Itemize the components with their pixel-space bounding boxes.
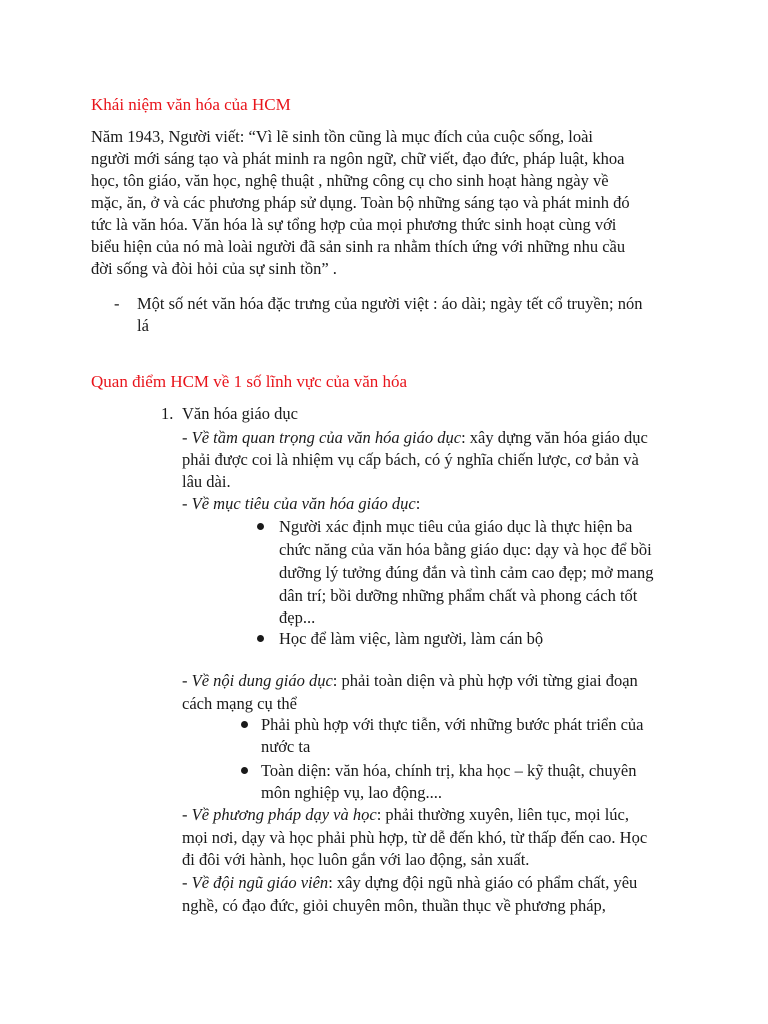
- bullet-dot: [241, 721, 248, 728]
- content-bullet-line: Phải phù hợp với thực tiễn, với những bước phát triển của: [261, 715, 644, 734]
- content-bullet-line: môn nghiệp vụ, lao động....: [261, 783, 443, 802]
- dash-marker: -: [114, 294, 120, 313]
- heading-quan-diem: Quan điểm HCM về 1 số lĩnh vực của văn hóa: [91, 372, 408, 391]
- method-rest: : phải thường xuyên, liên tục, mọi lúc,: [376, 805, 629, 824]
- content-label: Về nội dung giáo dục: [191, 671, 333, 690]
- goal-bullet-line: đẹp...: [279, 608, 316, 627]
- heading-khai-niem: Khái niệm văn hóa của HCM: [91, 95, 291, 114]
- content-line: [182, 670, 638, 692]
- goal-bullet-line: Người xác định mục tiêu của giáo dục là thực hiện ba: [279, 517, 633, 536]
- numbered-marker: 1.: [161, 404, 174, 423]
- goal-heading: [182, 493, 420, 515]
- goal-bullet-line: dân trí; bồi dưỡng những phẩm chất và phong cách tốt: [279, 586, 638, 605]
- content-bullet-line: Toàn diện: văn hóa, chính trị, kha học – kỹ thuật, chuyên: [261, 761, 637, 780]
- goal-label: Về mục tiêu của văn hóa giáo dục: [191, 494, 416, 513]
- goal-bullet-line: dưỡng lý tưởng đúng đắn và tình cảm cao đẹp; mở mang: [279, 563, 654, 582]
- intro-line: tức là văn hóa. Văn hóa là sự tổng hợp của mọi phương thức sinh hoạt cùng với: [91, 215, 617, 234]
- teachers-prefix: -: [182, 873, 192, 892]
- teachers-rest: : xây dựng đội ngũ nhà giáo có phẩm chất, yêu: [328, 873, 638, 892]
- importance-line: lâu dài.: [182, 472, 231, 491]
- goal-rest: :: [415, 494, 421, 513]
- intro-line: mặc, ăn, ở và các phương pháp sử dụng. Toàn bộ những sáng tạo và phát minh đó: [91, 193, 630, 212]
- teachers-line: nghề, có đạo đức, giỏi chuyên môn, thuần thục về phương pháp,: [182, 896, 606, 915]
- importance-prefix: -: [182, 428, 192, 447]
- content-prefix: -: [182, 671, 192, 690]
- bullet-dot: [257, 635, 264, 642]
- method-label: Về phương pháp dạy và học: [191, 805, 377, 824]
- intro-line: người mới sáng tạo và phát minh ra ngôn ngữ, chữ viết, đạo đức, pháp luật, khoa: [91, 149, 625, 168]
- teachers-label: Về đội ngũ giáo viên: [191, 873, 329, 892]
- importance-rest: : xây dựng văn hóa giáo dục: [461, 428, 648, 447]
- method-line: [182, 804, 629, 826]
- numbered-title: Văn hóa giáo dục: [182, 404, 298, 423]
- content-bullet-line: nước ta: [261, 737, 311, 756]
- content-line: cách mạng cụ thể: [182, 694, 297, 713]
- method-prefix: -: [182, 805, 192, 824]
- bullet-dot: [257, 523, 264, 530]
- intro-line: học, tôn giáo, văn học, nghệ thuật , những công cụ cho sinh hoạt hàng ngày về: [91, 171, 609, 190]
- goal-bullet-line: chức năng của văn hóa bằng giáo dục: dạy và học để bồi: [279, 540, 652, 559]
- intro-line: biểu hiện của nó mà loài người đã sản sinh ra nhằm thích ứng với những nhu cầu: [91, 237, 626, 256]
- importance-line: phải được coi là nhiệm vụ cấp bách, có ý nghĩa chiến lược, cơ bản và: [182, 450, 639, 469]
- goal-prefix: -: [182, 494, 192, 513]
- bullet-dot: [241, 767, 248, 774]
- method-line: mọi nơi, dạy và học phải phù hợp, từ dễ đến khó, từ thấp đến cao. Học: [182, 828, 648, 847]
- dash-item-line: lá: [137, 316, 149, 335]
- content-rest: : phải toàn diện và phù hợp với từng giai đoạn: [332, 671, 638, 690]
- goal-bullet-line: Học để làm việc, làm người, làm cán bộ: [279, 629, 544, 648]
- teachers-line: [182, 872, 637, 894]
- importance-label: Về tầm quan trọng của văn hóa giáo dục: [191, 428, 462, 447]
- dash-item-line: Một số nét văn hóa đặc trưng của người việt : áo dài; ngày tết cổ truyền; nón: [137, 294, 643, 313]
- importance-line: [182, 427, 648, 449]
- intro-line: đời sống và đòi hỏi của sự sinh tồn” .: [91, 259, 337, 278]
- method-line: đi đôi với hành, học luôn gắn với lao động, sản xuất.: [182, 850, 530, 869]
- intro-line: Năm 1943, Người viết: “Vì lẽ sinh tồn cũng là mục đích của cuộc sống, loài: [91, 127, 594, 146]
